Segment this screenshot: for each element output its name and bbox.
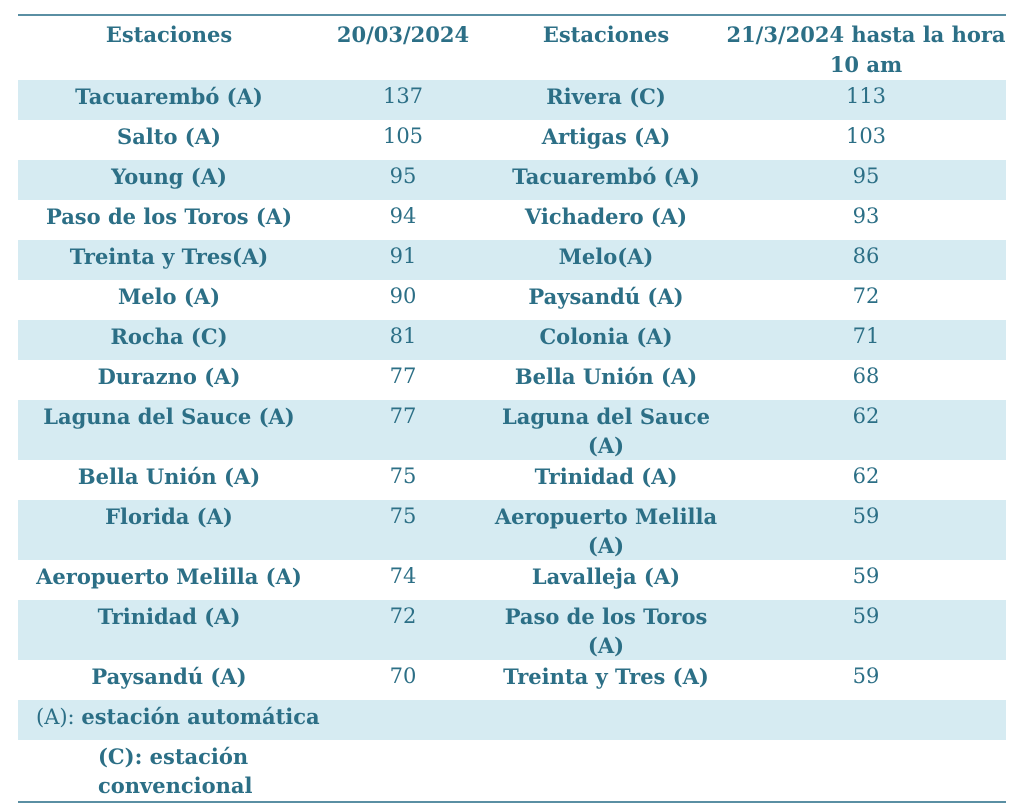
station-name-left: Laguna del Sauce (A) (18, 400, 320, 460)
legend-conventional-line1: (C): estación (98, 744, 249, 769)
rain-value-right: 59 (726, 600, 1006, 660)
rain-value-right: 68 (852, 364, 880, 388)
rain-value-left: 94 (389, 204, 417, 228)
rain-value-left: 77 (389, 364, 417, 388)
legend-automatic (18, 700, 1006, 740)
table-row (18, 320, 1006, 360)
rain-value-left: 90 (389, 284, 417, 308)
table-row (18, 160, 1006, 200)
header-stations-2: Estaciones (542, 22, 670, 47)
station-name-left: Trinidad (A) (18, 600, 320, 660)
station-name-right: Melo(A) (486, 240, 726, 280)
table-row (18, 240, 1006, 280)
legend-row-conventional (18, 740, 1006, 801)
rain-value-left: 75 (389, 464, 417, 488)
rain-value-left: 95 (320, 160, 486, 200)
station-name-left: Rocha (C) (18, 320, 320, 360)
station-name-right: Vichadero (A) (524, 204, 688, 229)
station-name-left: Salto (A) (117, 124, 221, 149)
station-name-left: Tacuarembó (A) (18, 80, 320, 120)
legend-row-automatic (18, 700, 1006, 740)
header-date-2: 21/3/2024 hasta la hora 10 am (726, 22, 1006, 77)
station-name-right: Tacuarembó (A) (486, 160, 726, 200)
station-name-right: Paso de los Toros (A) (486, 600, 726, 660)
rain-value-right: 86 (726, 240, 1006, 280)
header-row (18, 16, 1006, 80)
station-name-left: Paysandú (A) (91, 664, 247, 689)
table-row (18, 660, 1006, 700)
station-name-right: Lavalleja (A) (531, 564, 681, 589)
rain-value-left: 72 (320, 600, 486, 660)
rain-value-right: 59 (852, 664, 880, 688)
station-name-right: Aeropuerto Melilla (A) (486, 500, 726, 560)
station-name-left: Treinta y Tres(A) (18, 240, 320, 280)
table-row (18, 360, 1006, 400)
station-name-right: Rivera (C) (486, 80, 726, 120)
rain-value-left: 70 (389, 664, 417, 688)
table-row (18, 600, 1006, 660)
rain-value-right: 59 (726, 500, 1006, 560)
table-row (18, 280, 1006, 320)
station-name-left: Bella Unión (A) (77, 464, 261, 489)
table-row (18, 120, 1006, 160)
rain-value-right: 95 (726, 160, 1006, 200)
rain-value-right: 103 (845, 124, 887, 148)
station-name-right: Treinta y Tres (A) (503, 664, 709, 689)
station-name-right: Laguna del Sauce (A) (486, 400, 726, 460)
legend-code-a: (A): (36, 705, 75, 729)
table-row (18, 80, 1006, 120)
rain-value-right: 113 (726, 80, 1006, 120)
rain-value-right: 59 (852, 564, 880, 588)
station-name-left: Aeropuerto Melilla (A) (36, 564, 302, 589)
station-name-left: Florida (A) (18, 500, 320, 560)
rain-value-left: 81 (320, 320, 486, 360)
station-name-right: Artigas (A) (541, 124, 671, 149)
station-name-right: Trinidad (A) (534, 464, 678, 489)
legend-conventional (18, 740, 1006, 801)
rain-value-left: 105 (382, 124, 424, 148)
table-row (18, 400, 1006, 460)
station-name-left: Melo (A) (117, 284, 221, 309)
station-name-left: Paso de los Toros (A) (45, 204, 293, 229)
legend-conventional-line2: convencional (98, 773, 253, 798)
rain-value-left: 75 (320, 500, 486, 560)
table-row (18, 200, 1006, 240)
station-name-left: Durazno (A) (97, 364, 241, 389)
rain-value-right: 72 (852, 284, 880, 308)
rain-value-left: 74 (389, 564, 417, 588)
station-name-right: Bella Unión (A) (514, 364, 698, 389)
rain-value-left: 91 (320, 240, 486, 280)
rainfall-table (18, 16, 1006, 801)
rainfall-table-container (18, 14, 1006, 803)
rain-value-right: 62 (726, 400, 1006, 460)
table-row (18, 460, 1006, 500)
station-name-left: Young (A) (18, 160, 320, 200)
rain-value-right: 71 (726, 320, 1006, 360)
station-name-right: Paysandú (A) (528, 284, 684, 309)
legend-text-automatic: estación automática (81, 704, 320, 729)
rain-value-left: 77 (320, 400, 486, 460)
rain-value-right: 93 (852, 204, 880, 228)
rain-value-right: 62 (852, 464, 880, 488)
table-row (18, 560, 1006, 600)
header-stations-1: Estaciones (105, 22, 233, 47)
table-row (18, 500, 1006, 560)
rain-value-left: 137 (320, 80, 486, 120)
header-date-1: 20/03/2024 (336, 22, 470, 47)
station-name-right: Colonia (A) (486, 320, 726, 360)
